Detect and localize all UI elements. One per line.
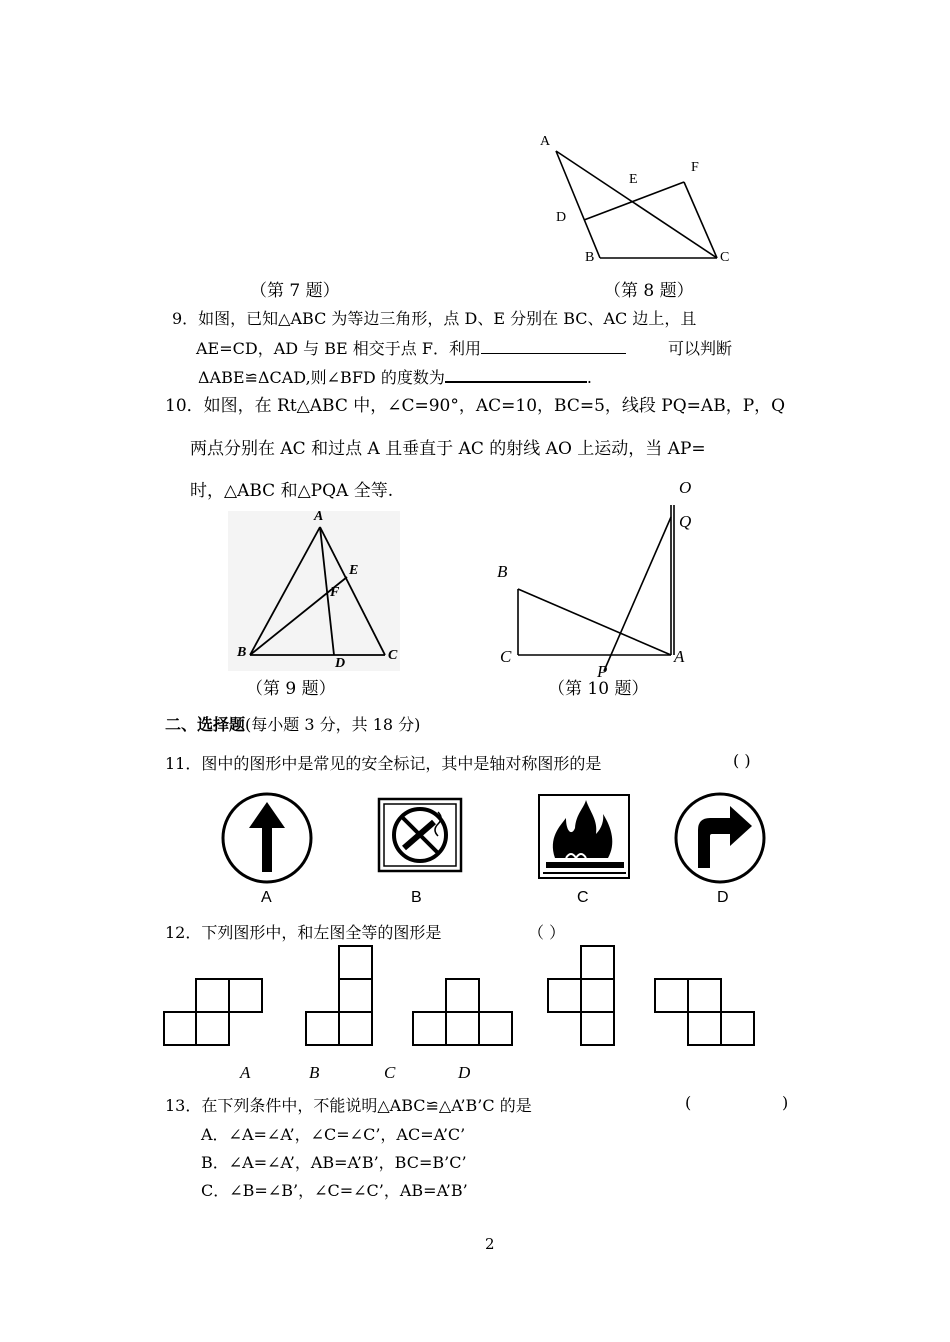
q13-bracket-close: ) — [782, 1093, 789, 1112]
fig9-label-F: F — [330, 585, 340, 600]
fig10-label-A: A — [674, 647, 685, 666]
q9-line3b: . — [586, 368, 592, 387]
q13-text: 13．在下列条件中，不能说明△ABC≌△A’B’C 的是 — [165, 1096, 532, 1115]
fig8-label-E: E — [629, 172, 638, 187]
q12-option-b: B — [309, 1063, 320, 1082]
fig8-label-C: C — [720, 250, 730, 265]
q12-option-a: A — [240, 1063, 251, 1082]
q12-shape-c[interactable] — [548, 946, 614, 1045]
q9-line3a: ΔABE≌ΔCAD,则∠BFD 的度数为 — [198, 368, 445, 387]
q9-line1: 9．如图，已知△ABC 为等边三角形，点 D、E 分别在 BC、AC 边上，且 — [172, 309, 697, 328]
q11-text: 11．图中的图形中是常见的安全标记，其中是轴对称图形的是 — [165, 754, 602, 773]
fig9-label-A: A — [314, 509, 324, 524]
q12-shape-b[interactable] — [413, 979, 512, 1045]
fig9-caption: （第 9 题） — [246, 679, 336, 699]
fig9-label-D: D — [335, 656, 346, 671]
q9-line2b: 可以判断 — [667, 339, 732, 358]
page-number: 2 — [485, 1235, 495, 1253]
q12-option-c: C — [384, 1063, 396, 1082]
q9-line2a: AE=CD，AD 与 BE 相交于点 F．利用 — [196, 339, 481, 358]
q11-bracket: ( ) — [733, 751, 751, 770]
fig10-label-C: C — [500, 647, 512, 666]
fig8-label-D: D — [556, 210, 567, 225]
fig7-caption: （第 7 题） — [250, 281, 340, 301]
q11-option-c: C — [577, 889, 589, 906]
q11-option-d: D — [717, 889, 729, 906]
fig10-label-P: P — [597, 662, 608, 681]
fig8-label-B: B — [585, 250, 595, 265]
q12-bracket: （ ） — [528, 923, 566, 942]
fig9-label-B: B — [237, 645, 247, 660]
q13-option-b[interactable]: B．∠A=∠A’，AB=A’B’，BC=B’C’ — [201, 1153, 467, 1172]
fig10-label-O: O — [679, 478, 692, 497]
section2-title: 二、选择题 — [165, 715, 246, 734]
q11-option-b: B — [411, 889, 422, 906]
q11-option-a: A — [261, 889, 272, 906]
q12-option-d: D — [458, 1063, 471, 1082]
fig9-label-E: E — [349, 563, 359, 578]
q13-bracket-open: ( — [685, 1093, 692, 1112]
fig8-label-A: A — [540, 134, 551, 149]
q13-option-a[interactable]: A．∠A=∠A’，∠C=∠C’，AC=A’C’ — [201, 1125, 466, 1144]
fig10-label-Q: Q — [679, 512, 692, 531]
fig9-label-C: C — [388, 648, 398, 663]
section2-note: (每小题 3 分，共 18 分) — [245, 715, 421, 734]
q10-line1: 10．如图，在 Rt△ABC 中，∠C=90°，AC=10，BC=5，线段 PQ=AB，P，Q — [165, 396, 786, 416]
q13-option-c[interactable]: C．∠B=∠B’，∠C=∠C’，AB=A’B’ — [201, 1181, 468, 1200]
q10-line2: 两点分别在 AC 和过点 A 且垂直于 AC 的射线 AO 上运动，当 AP= — [190, 439, 706, 459]
fig8-caption: （第 8 题） — [604, 281, 694, 301]
q12-shape-d[interactable] — [655, 979, 754, 1045]
q12-reference-shape — [164, 979, 262, 1045]
fig10-label-B: B — [497, 562, 508, 581]
fig8-label-F: F — [691, 160, 699, 175]
q12-text: 12．下列图形中，和左图全等的图形是 — [165, 923, 442, 942]
q10-line3: 时，△ABC 和△PQA 全等. — [190, 481, 394, 501]
fig10-caption: （第 10 题） — [548, 679, 649, 699]
q12-shape-a[interactable] — [306, 946, 372, 1045]
